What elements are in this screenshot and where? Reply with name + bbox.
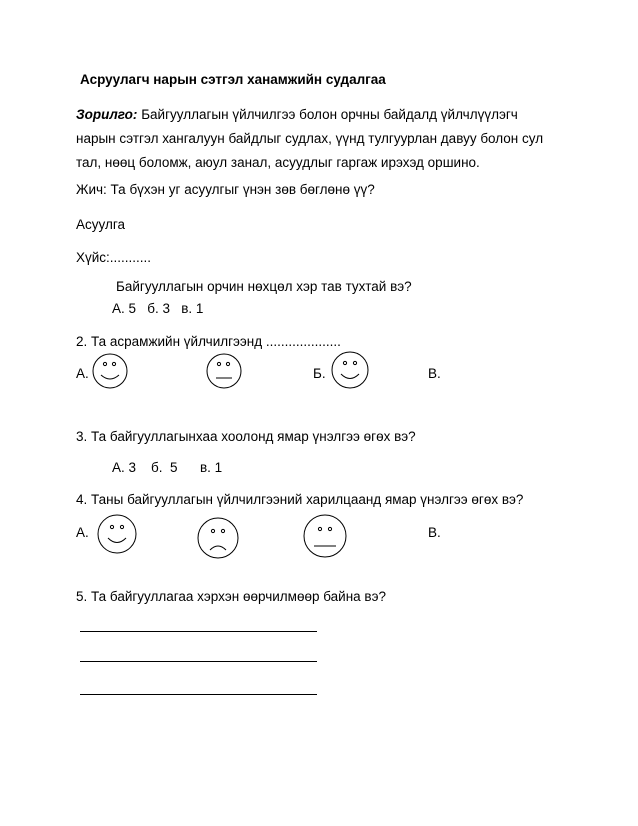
smiley-face-icon: [330, 350, 370, 390]
question-2-option-a: А.: [76, 366, 89, 381]
section-label: Асуулга: [76, 217, 125, 232]
question-4-option-a: А.: [76, 525, 89, 540]
question-4-text: 4. Таны байгууллагын үйлчилгээний харилцаанд ямар үнэлгээ өгөх вэ?: [76, 492, 524, 507]
answer-line-2[interactable]: [80, 661, 317, 662]
neutral-face-icon: [302, 513, 348, 559]
question-1-options: А. 5 б. 3 в. 1: [112, 301, 204, 316]
question-2-option-v: В.: [428, 366, 441, 381]
goal-text: Байгууллагын үйлчилгээ болон орчны байдалд үйлчлүүлэгч нарын сэтгэл хангалуун байдлыг судлах, үүнд тулгуурлан давуу болон сул тал, нөөц боломж, аюул занал, асуудлыг гаргаж ирэхэд оршино.: [76, 107, 544, 170]
answer-line-3[interactable]: [80, 694, 317, 695]
smiley-face-icon: [91, 352, 129, 390]
question-5-text: 5. Та байгууллагаа хэрхэн өөрчилмөөр байна вэ?: [76, 589, 386, 604]
question-2-option-b: Б.: [313, 366, 326, 381]
gender-field: Хүйс:...........: [76, 250, 152, 265]
question-4-option-v: В.: [428, 525, 441, 540]
note-text: Жич: Та бүхэн уг асуулгыг үнэн зөв бөглөнө үү?: [76, 182, 375, 197]
goal-paragraph: [76, 103, 546, 175]
question-3-options: А. 3 б. 5 в. 1: [112, 460, 223, 475]
smiley-face-icon: [96, 513, 138, 555]
question-3-text: 3. Та байгууллагынхаа хоолонд ямар үнэлгээ өгөх вэ?: [76, 429, 416, 444]
question-1-text: Байгууллагын орчин нөхцөл хэр тав тухтай вэ?: [116, 279, 412, 294]
survey-title: Асруулагч нарын сэтгэл ханамжийн судалгаа: [80, 72, 386, 87]
answer-line-1[interactable]: [80, 631, 317, 632]
question-2-text: 2. Та асрамжийн үйлчилгээнд ....................: [76, 334, 341, 349]
goal-label: Зорилго:: [76, 107, 138, 122]
sad-face-icon: [196, 516, 240, 560]
neutral-face-icon: [205, 352, 243, 390]
